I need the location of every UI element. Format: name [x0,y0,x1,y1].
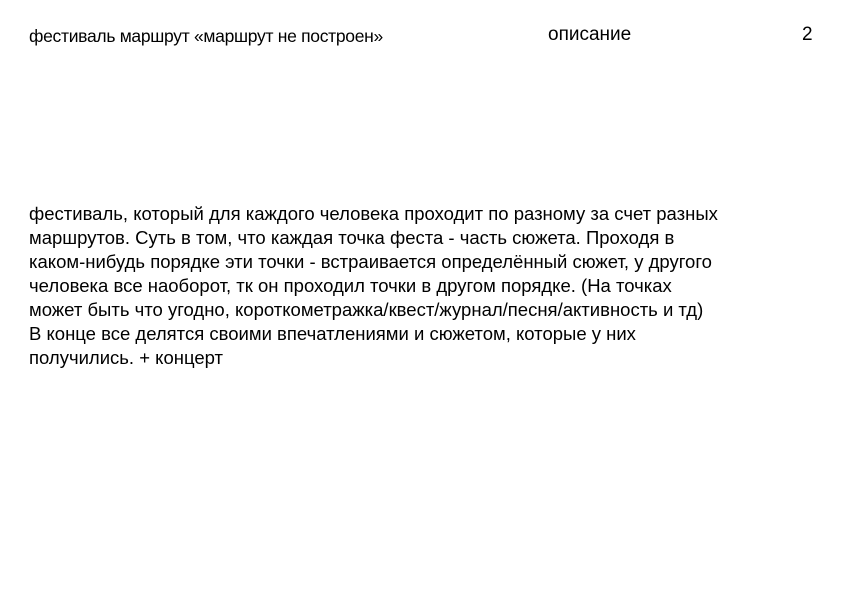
description-line: человека все наоборот, тк он проходил точки в другом порядке. (На точках [29,275,672,296]
slide-title: фестиваль маршрут «маршрут не построен» [29,26,383,46]
description-line: В конце все делятся своими впечатлениями и сюжетом, которые у них [29,323,636,344]
description-line: каком-нибудь порядке эти точки - встраивается определённый сюжет, у другого [29,251,712,272]
description-line: получились. + концерт [29,347,223,368]
page-number: 2 [802,24,813,45]
description-line: фестиваль, который для каждого человека проходит по разному за счет разных [29,203,718,224]
description-paragraph [29,202,819,370]
description-line: может быть что угодно, короткометражка/квест/журнал/песня/активность и тд) [29,299,704,320]
description-line: маршрутов. Суть в том, что каждая точка феста - часть сюжета. Проходя в [29,227,675,248]
section-label: описание [548,24,632,45]
